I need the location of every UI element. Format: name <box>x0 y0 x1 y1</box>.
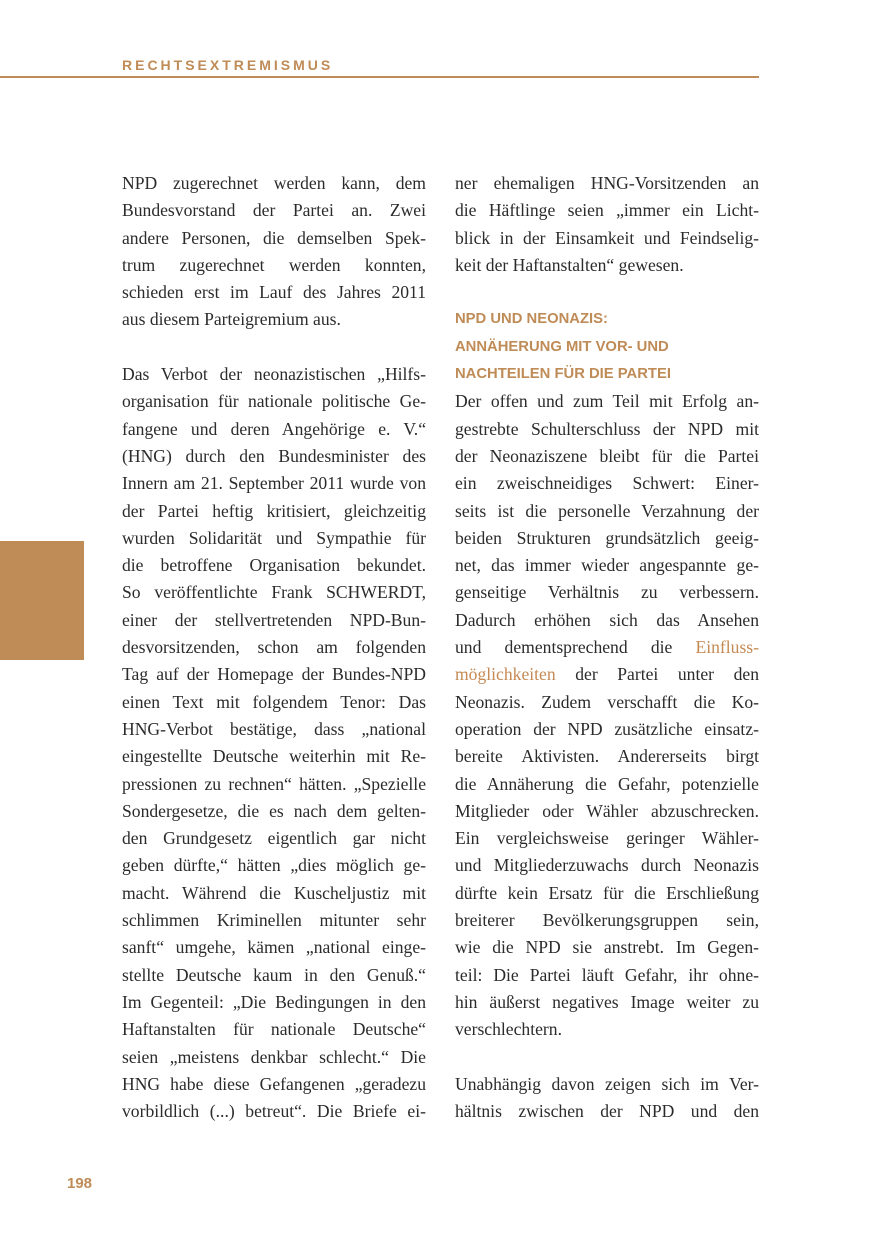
text-line: Unabhängig davon zeigen sich im Ver- <box>455 1073 759 1094</box>
text-line: desvorsitzenden, schon am folgenden <box>122 637 426 658</box>
text-line: hältnis zwischen der NPD und den <box>455 1101 759 1122</box>
text-line: ein zweischneidiges Schwert: Einer- <box>455 473 759 494</box>
header-rule <box>0 76 759 78</box>
text-line: schieden erst im Lauf des Jahres 2011 <box>122 282 426 303</box>
text-line: organisation für nationale politische Ge- <box>122 391 426 412</box>
text-line: gestrebte Schulterschluss der NPD mit <box>455 418 759 439</box>
section-heading <box>455 306 759 388</box>
section-heading-line: ANNÄHERUNG MIT VOR- UND <box>455 338 669 355</box>
left-paragraph-1 <box>122 170 426 334</box>
text-line: verschlechtern. <box>455 1019 562 1040</box>
text-line: Bundesvorstand der Partei an. Zwei <box>122 200 426 221</box>
right-paragraph-3 <box>455 1071 759 1126</box>
text-line: HNG habe diese Gefangenen „geradezu <box>122 1073 426 1094</box>
text-line: und Mitgliederzuwachs durch Neonazis <box>455 855 759 876</box>
text-line: einer der stellvertretenden NPD-Bun- <box>122 609 426 630</box>
text-line: beiden Strukturen grundsätzlich geeig- <box>455 527 759 548</box>
text-line: NPD zugerechnet werden kann, dem <box>122 173 426 193</box>
text-line: operation der NPD zusätzliche einsatz- <box>455 718 759 739</box>
paragraph-gap <box>122 334 426 361</box>
text-line: Dadurch erhöhen sich das Ansehen <box>455 609 759 630</box>
text-line: blick in der Einsamkeit und Feindselig- <box>455 227 759 248</box>
text-line: der Partei heftig kritisiert, gleichzeitig <box>122 500 426 521</box>
chapter-side-tab <box>0 541 84 660</box>
text-line: aus diesem Parteigremium aus. <box>122 309 341 330</box>
text-line: macht. Während die Kuscheljustiz mit <box>122 882 426 903</box>
text-line: genseitige Verhältnis zu verbessern. <box>455 582 759 603</box>
right-paragraph-2 <box>455 388 759 1043</box>
glossary-term-link[interactable]: möglichkeiten <box>455 664 556 685</box>
text-line: Sondergesetze, die es nach dem gelten- <box>122 800 426 821</box>
text-line: seien „meistens denkbar schlecht.“ Die <box>122 1046 426 1067</box>
running-head: RECHTSEXTREMISMUS <box>122 57 334 73</box>
left-paragraph-2 <box>122 361 426 1125</box>
text-line <box>455 661 759 688</box>
text-line: die betroffene Organisation bekundet. <box>122 555 426 576</box>
text-line: seits ist die personelle Verzahnung der <box>455 500 759 521</box>
text-line: stellte Deutsche kaum in den Genuß.“ <box>122 964 426 985</box>
paragraph-gap <box>455 279 759 306</box>
text-line: andere Personen, die demselben Spek- <box>122 227 426 248</box>
text-line: wie die NPD sie anstrebt. Im Gegen- <box>455 937 759 958</box>
text-line: wurden Solidarität und Sympathie für <box>122 527 426 548</box>
text-line: fangene und deren Angehörige e. V.“ <box>122 418 426 439</box>
text-line: Tag auf der Homepage der Bundes-NPD <box>122 664 426 685</box>
page-number: 198 <box>67 1175 93 1192</box>
text-line: Haftanstalten für nationale Deutsche“ <box>122 1019 426 1040</box>
text-line: sanft“ umgehe, kämen „national einge- <box>122 937 426 958</box>
text-line: keit der Haftanstalten“ gewesen. <box>455 254 684 275</box>
text-line: Neonazis. Zudem verschafft die Ko- <box>455 691 759 712</box>
text-line: trum zugerechnet werden konnten, <box>122 254 426 275</box>
text-line: hin äußerst negatives Image weiter zu <box>455 991 759 1012</box>
text-line: eingestellte Deutsche weiterhin mit Re- <box>122 746 426 767</box>
text-line: Das Verbot der neonazistischen „Hilfs- <box>122 364 426 385</box>
text-segment: und dementsprechend die <box>455 637 696 658</box>
section-heading-line: NACHTEILEN FÜR DIE PARTEI <box>455 366 671 383</box>
text-line: teil: Die Partei läuft Gefahr, ihr ohne- <box>455 964 759 985</box>
text-line: die Annäherung die Gefahr, potenzielle <box>455 773 759 794</box>
text-line: der Neonaziszene bleibt für die Partei <box>455 445 759 466</box>
glossary-term-link[interactable]: Einfluss- <box>695 637 759 658</box>
text-line: bereite Aktivisten. Andererseits birgt <box>455 746 759 767</box>
right-paragraph-1 <box>455 170 759 279</box>
text-line: dürfte kein Ersatz für die Erschließung <box>455 882 759 903</box>
text-line: Der offen und zum Teil mit Erfolg an- <box>455 391 759 412</box>
text-line: Im Gegenteil: „Die Bedingungen in den <box>122 991 426 1012</box>
text-line: Mitglieder oder Wähler abzuschrecken. <box>455 800 759 821</box>
text-line: Innern am 21. September 2011 wurde von <box>122 473 426 494</box>
text-line: net, das immer wieder angespannte ge- <box>455 555 759 576</box>
right-column <box>455 170 759 1125</box>
text-line: So veröffentlichte Frank SCHWERDT, <box>122 582 426 603</box>
text-line: Ein vergleichsweise geringer Wähler- <box>455 828 759 849</box>
left-column <box>122 170 426 1125</box>
text-line: ner ehemaligen HNG-Vorsitzenden an <box>455 173 759 193</box>
text-line: breiterer Bevölkerungsgruppen sein, <box>455 910 759 931</box>
text-line: einen Text mit folgendem Tenor: Das <box>122 691 426 712</box>
text-line: schlimmen Kriminellen mitunter sehr <box>122 910 426 931</box>
text-line: geben dürfte,“ hätten „dies möglich ge- <box>122 855 426 876</box>
text-line: pressionen zu rechnen“ hätten. „Spezielle <box>122 773 426 794</box>
text-line <box>455 634 759 661</box>
text-line: den Grundgesetz eigentlich gar nicht <box>122 828 426 849</box>
section-heading-line: NPD UND NEONAZIS: <box>455 311 608 328</box>
paragraph-gap <box>455 1044 759 1071</box>
text-segment: der Partei unter den <box>555 664 759 685</box>
text-line: HNG-Verbot bestätige, dass „national <box>122 718 426 739</box>
text-line: die Häftlinge seien „immer ein Licht- <box>455 200 759 221</box>
text-line: vorbildlich (...) betreut“. Die Briefe ei- <box>122 1101 426 1122</box>
text-line: (HNG) durch den Bundesminister des <box>122 445 426 466</box>
